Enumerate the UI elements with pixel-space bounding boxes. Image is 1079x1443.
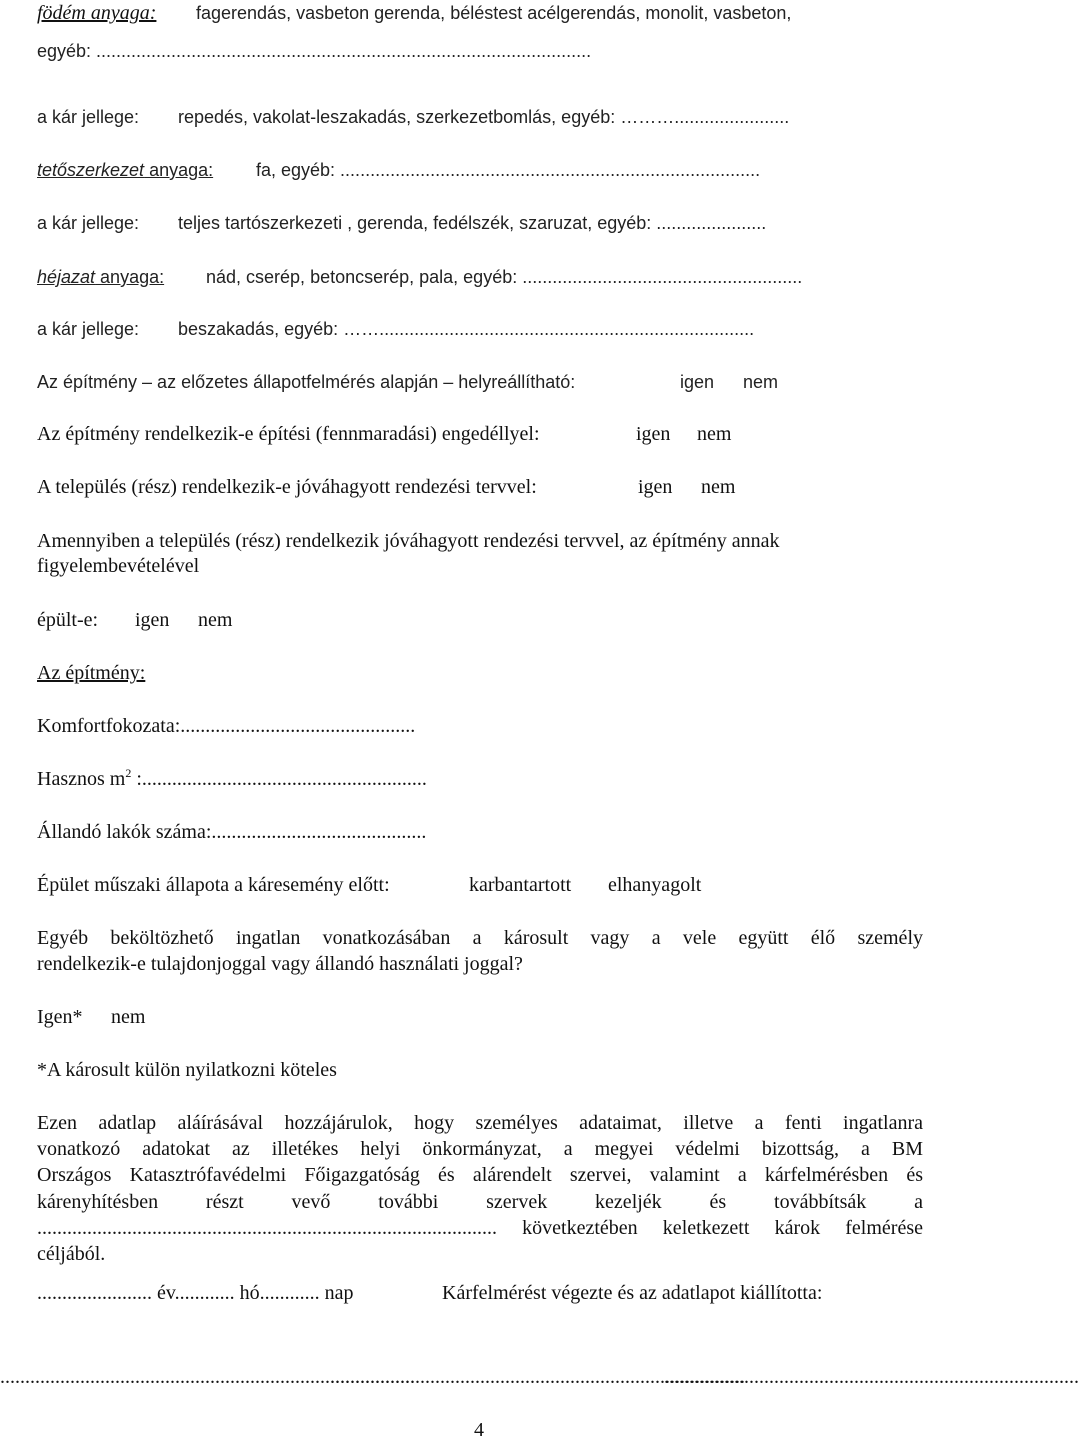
roof-label-word: tetőszerkezet bbox=[37, 160, 145, 180]
plan-no[interactable]: nem bbox=[701, 476, 736, 498]
cover-label-word: héjazat bbox=[37, 267, 96, 287]
floor-material-label: födém anyaga: bbox=[37, 2, 157, 24]
built-label: épült-e: bbox=[37, 609, 99, 631]
permit-question: Az építmény rendelkezik-e építési (fennmaradási) engedéllyel: bbox=[37, 423, 540, 445]
built-yes[interactable]: igen bbox=[135, 609, 170, 631]
permit-no[interactable]: nem bbox=[697, 423, 732, 445]
restorable-no[interactable]: nem bbox=[743, 372, 779, 392]
area-label: Hasznos m bbox=[37, 768, 126, 790]
area-dots: :......................................................... bbox=[131, 768, 427, 790]
roof-material-options: fa, egyéb: .................................................................................... bbox=[256, 160, 761, 180]
cover-label-rest: anyaga: bbox=[95, 267, 165, 287]
cover-damage-label: a kár jellege: bbox=[37, 319, 140, 339]
consent-line-6: céljából. bbox=[37, 1243, 106, 1265]
floor-material-other: egyéb: ................................................................................................... bbox=[37, 41, 592, 61]
roof-label-rest: anyaga: bbox=[144, 160, 214, 180]
signature-line-2: ................................................................................... bbox=[330, 1366, 745, 1388]
signature-line-1: ................................................................................... bbox=[0, 1366, 415, 1388]
comfort-level-field: Komfortfokozata:............................................... bbox=[37, 715, 416, 737]
condition-maintained[interactable]: karbantartott bbox=[469, 874, 572, 896]
other-property-no[interactable]: nem bbox=[111, 1006, 146, 1028]
other-property-line-2: rendelkezik-e tulajdonjoggal vagy állandó használati joggal? bbox=[37, 953, 523, 975]
floor-damage-label: a kár jellege: bbox=[37, 107, 140, 127]
conformity-line-1: Amennyiben a település (rész) rendelkezik jóváhagyott rendezési tervvel, az építmény annak bbox=[37, 530, 780, 552]
condition-neglected[interactable]: elhanyagolt bbox=[608, 874, 702, 896]
built-no[interactable]: nem bbox=[198, 609, 233, 631]
page-number: 4 bbox=[474, 1419, 484, 1441]
restorable-question: Az építmény – az előzetes állapotfelmérés alapján – helyreállítható: bbox=[37, 372, 576, 392]
signed-by-label: Kárfelmérést végezte és az adatlapot kiállította: bbox=[442, 1282, 823, 1304]
consent-line-1: Ezen adatlap aláírásával hozzájárulok, hogy személyes adataimat, illetve a fenti ingatlanra bbox=[37, 1112, 923, 1134]
condition-question: Épület műszaki állapota a káresemény előtt: bbox=[37, 874, 390, 896]
conformity-line-2: figyelembevételével bbox=[37, 555, 200, 577]
usable-area-field bbox=[37, 766, 427, 792]
footnote: *A károsult külön nyilatkozni köteles bbox=[37, 1059, 337, 1081]
plan-question: A település (rész) rendelkezik-e jóváhagyott rendezési tervvel: bbox=[37, 476, 537, 498]
other-property-line-1: Egyéb beköltözhető ingatlan vonatkozásában a károsult vagy a vele együtt élő személy bbox=[37, 927, 923, 949]
consent-line-3: Országos Katasztrófavédelmi Főigazgatóság és alárendelt szervei, valamint a kárfelmérésben és bbox=[37, 1164, 923, 1186]
cover-damage-options: beszakadás, egyéb: ……........................................................................... bbox=[178, 319, 755, 339]
consent-line-5: ............................................................................................ következtében keletkezett károk felmérése bbox=[37, 1217, 923, 1239]
building-heading: Az építmény: bbox=[37, 662, 146, 684]
area-superscript: 2 bbox=[125, 766, 132, 780]
residents-field: Állandó lakók száma:........................................... bbox=[37, 821, 427, 843]
plan-yes[interactable]: igen bbox=[638, 476, 673, 498]
floor-damage-options: repedés, vakolat-leszakadás, szerkezetbomlás, egyéb: ………....................... bbox=[178, 107, 790, 127]
consent-line-2: vonatkozó adatokat az illetékes helyi önkormányzat, a megyei védelmi bizottság, a BM bbox=[37, 1138, 923, 1160]
consent-line-4-text: kárenyhítésben részt vevő további szervek kezeljék és továbbítsák a bbox=[37, 1191, 923, 1213]
consent-line-4 bbox=[37, 1189, 923, 1215]
roof-damage-label: a kár jellege: bbox=[37, 213, 140, 233]
permit-yes[interactable]: igen bbox=[636, 423, 671, 445]
roof-damage-options: teljes tartószerkezeti , gerenda, fedélszék, szaruzat, egyéb: ...................... bbox=[178, 213, 767, 233]
cover-material-options: nád, cserép, betoncserép, pala, egyéb: ........................................................ bbox=[206, 267, 803, 287]
date-field: ....................... év............ hó............ nap bbox=[37, 1282, 354, 1304]
floor-material-options: fagerendás, vasbeton gerenda, béléstest acélgerendás, monolit, vasbeton, bbox=[196, 3, 792, 23]
roof-material-label bbox=[37, 157, 213, 183]
signature-line-3: ................................................................................... bbox=[664, 1366, 1079, 1388]
cover-material-label bbox=[37, 264, 164, 290]
other-property-yes[interactable]: Igen* bbox=[37, 1006, 83, 1028]
restorable-yes[interactable]: igen bbox=[680, 372, 715, 392]
